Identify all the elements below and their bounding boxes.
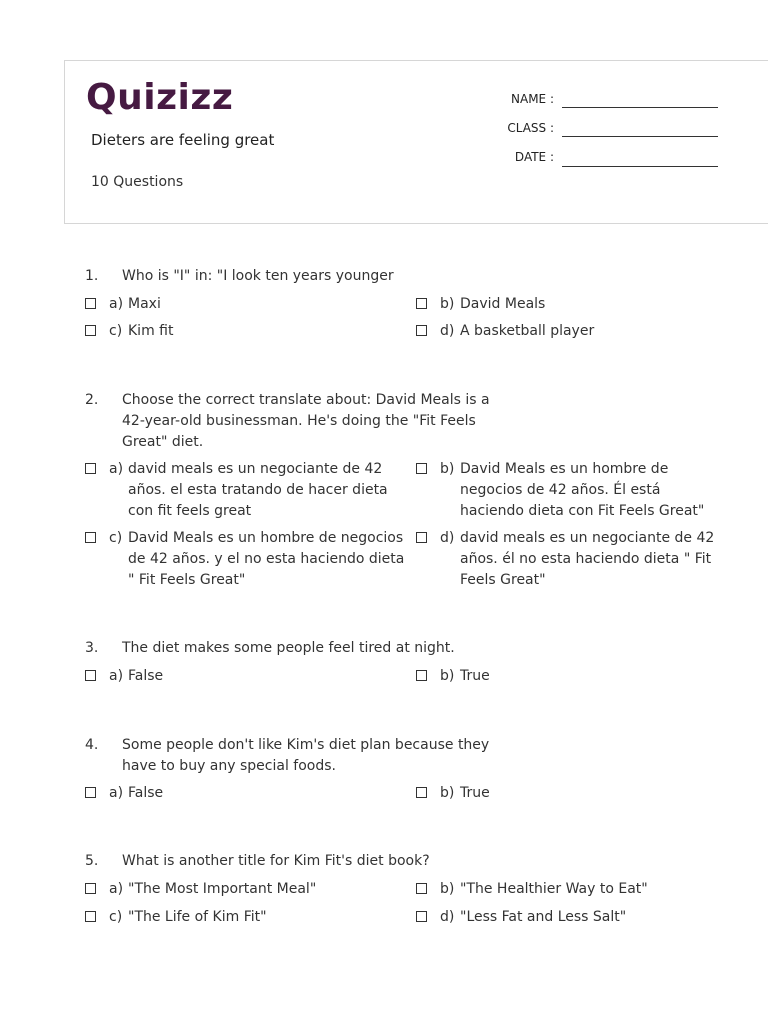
option-text: False: [128, 668, 164, 684]
option-letter: c): [109, 323, 123, 339]
option-text: True: [460, 785, 490, 801]
option-letter: b): [440, 296, 455, 312]
option-letter: c): [109, 909, 123, 925]
checkbox[interactable]: [416, 532, 427, 543]
option-letter: d): [440, 323, 455, 339]
question-text: The diet makes some people feel tired at night.: [122, 640, 455, 656]
checkbox[interactable]: [85, 787, 96, 798]
option-text: David Meals es un hombre de negocios de 42 años. y el no esta haciendo dieta " Fit Feels Great": [128, 530, 405, 588]
question-number: 3.: [85, 640, 99, 656]
date-label: DATE :: [514, 150, 554, 164]
question-text: Who is "I" in: "I look ten years younger: [122, 268, 394, 284]
question-number: 2.: [85, 392, 99, 408]
option-letter: d): [440, 909, 455, 925]
question-number: 1.: [85, 268, 99, 284]
option-text: david meals es un negociante de 42 años. él no esta haciendo dieta " Fit Feels Great": [460, 530, 715, 588]
option-text: False: [128, 785, 164, 801]
checkbox[interactable]: [416, 787, 427, 798]
option-letter: d): [440, 530, 455, 546]
option-letter: b): [440, 785, 455, 801]
checkbox[interactable]: [85, 298, 96, 309]
checkbox[interactable]: [85, 463, 96, 474]
question-text: What is another title for Kim Fit's diet book?: [122, 853, 430, 869]
question-count: 10 Questions: [91, 174, 184, 190]
option-text: A basketball player: [460, 323, 595, 339]
question-number: 4.: [85, 737, 99, 753]
checkbox[interactable]: [85, 911, 96, 922]
option-text: "The Life of Kim Fit": [128, 909, 267, 925]
option-text: Kim fit: [128, 323, 174, 339]
question-text: Choose the correct translate about: David Meals is a 42-year-old businessman. He's doing the "Fit Feels Great" diet.: [122, 392, 490, 450]
checkbox[interactable]: [416, 463, 427, 474]
date-field[interactable]: [562, 166, 718, 167]
checkbox[interactable]: [85, 325, 96, 336]
checkbox[interactable]: [416, 325, 427, 336]
name-field[interactable]: [562, 107, 718, 108]
checkbox[interactable]: [416, 670, 427, 681]
option-letter: b): [440, 881, 455, 897]
name-label: NAME :: [511, 92, 554, 106]
class-label: CLASS :: [507, 121, 554, 135]
worksheet-title: Dieters are feeling great: [91, 131, 275, 149]
checkbox[interactable]: [416, 883, 427, 894]
option-text: "The Healthier Way to Eat": [460, 881, 648, 897]
option-text: David Meals es un hombre de negocios de 42 años. Él está haciendo dieta con Fit Feels Great": [460, 461, 705, 519]
checkbox[interactable]: [416, 298, 427, 309]
checkbox[interactable]: [85, 670, 96, 681]
question-text: Some people don't like Kim's diet plan because they have to buy any special foods.: [122, 737, 490, 774]
quizizz-logo: Quizizz: [86, 77, 234, 118]
option-letter: b): [440, 668, 455, 684]
option-text: David Meals: [460, 296, 546, 312]
option-letter: a): [109, 881, 124, 897]
option-letter: a): [109, 785, 124, 801]
option-letter: a): [109, 461, 124, 477]
option-text: "Less Fat and Less Salt": [460, 909, 627, 925]
option-letter: b): [440, 461, 455, 477]
checkbox[interactable]: [416, 911, 427, 922]
option-text: "The Most Important Meal": [128, 881, 317, 897]
class-field[interactable]: [562, 136, 718, 137]
option-text: Maxi: [128, 296, 161, 312]
question-number: 5.: [85, 853, 99, 869]
option-letter: a): [109, 668, 124, 684]
option-letter: c): [109, 530, 123, 546]
checkbox[interactable]: [85, 532, 96, 543]
checkbox[interactable]: [85, 883, 96, 894]
option-text: True: [460, 668, 490, 684]
option-text: david meals es un negociante de 42 años. el esta tratando de hacer dieta con fit feels great: [128, 461, 388, 519]
option-letter: a): [109, 296, 124, 312]
